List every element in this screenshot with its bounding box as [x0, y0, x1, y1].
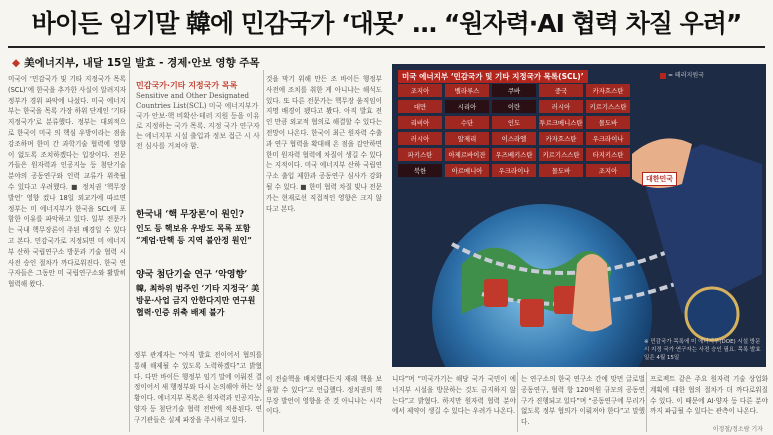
infographic: [392, 64, 766, 367]
country-cell: 타지키스탄: [586, 148, 630, 161]
infographic-title: 미국 에너지부 ‘민감국가 및 기타 지정국가 목록(SCL)’: [398, 70, 588, 83]
country-cell: 키르기스스탄: [586, 100, 630, 113]
country-cell: 중국: [539, 84, 583, 97]
country-cell: 이스라엘: [492, 132, 536, 145]
legend: [660, 70, 704, 79]
country-cell: 시리아: [445, 100, 489, 113]
headline: 바이든 임기말 韓에 민감국가 ‘대못’ … “원자력·AI 협력 차질 우려”: [31, 9, 742, 38]
country-cell: 벨라루스: [445, 84, 489, 97]
country-cell: 우크라이나: [586, 132, 630, 145]
korea-label: 대한민국: [642, 172, 677, 186]
glossary-box: [136, 80, 260, 151]
pullquote-1-title: 한국내 ‘핵 무장론’이 원인?: [136, 210, 244, 220]
column-divider: [646, 372, 647, 432]
country-cell: 북한: [398, 164, 442, 177]
legend-label: = 테러지원국: [668, 72, 704, 79]
country-cell: 대만: [398, 100, 442, 113]
country-grid: [398, 84, 630, 177]
body-column-5: 는 연구소의 한국 연구소 간에 맞먼 글로벌 공동연구, 협력 항 120억원 규모의 공동연구가 진행되고 있다”며 “공동연구에 무리가 없도록 정부 협의가 이뤄져야 한다”고 말했다.: [521, 375, 645, 427]
body-column-3: 것을 막기 위해 만든 조 바이든 행정부 사전에 조치를 취한 게 아니냐는 해석도 있다. 또 다른 전문가는 핵무장 움직임이 지명 배경이 됐다고 봤다. 아직 발효 전인 만큼 외교적 협의로 해결할 수 있다는 전망이 나온다. 한국이 최근 원자력 수출과 연구 협력을 확대해 온 점을 감안하면 한미 원자력 협력에 차질이 생길 수 있다는 지적이다. 미국 에너지부 산하 국립연구소 출입 제한과 공동연구 심사가 강화될 수 있다. ■ 한미 협력 차질 빚나 전문가는 현재로선 직접적인 영향은 크지 않다고 본다.: [266, 75, 382, 213]
doe-seal-icon: [686, 288, 738, 340]
country-cell: 리비아: [398, 116, 442, 129]
body-column-3b: 이 전술핵을 배치했다든지 재래 핵을 보유할 수 있다”고 언급했다. 정치권의 핵무장 발언이 영향을 준 것 아니냐는 시각이다.: [266, 375, 382, 416]
infographic-caption: ※ 민감국가 목록에 미 에너지부(DOE) 시설 방문 시 지정 국가 연구자는 사전 승인 필요. 목록 발효일은 4월 15일: [644, 339, 761, 361]
hand-icon: [572, 254, 612, 332]
padlock-nuclear-icon: [520, 299, 544, 327]
body-column-2: 정부 관계자는 “아직 발효 전이어서 협의를 통해 해제될 수 있도록 노력하겠다”고 밝혔다. 다만 바이든 행정부 임기 말에 이뤄진 결정이어서 새 행정부와 다시 논의해야 하는 상황이다. 에너지부 목록은 원자력과 인공지능, 양자 등 첨단기술 협력 전반에 적용된다. 연구기관들은 실제 파장을 주시하고 있다.: [134, 351, 262, 424]
glossary-title: [136, 80, 260, 91]
country-cell: 몰도바: [539, 164, 583, 177]
byline: 이정철/정소람 기자: [712, 426, 763, 433]
country-cell: 인도: [492, 116, 536, 129]
padlock-ai-icon: [484, 279, 508, 307]
glossary-title-text: 민감국가·기타 지정국가 목록: [136, 81, 238, 90]
body-column-1: 미국이 ‘민감국가 및 기타 지정국가 목록(SCL)’에 한국을 추가한 사실이 알려지자 정부가 경위 파악에 나섰다. 미국 에너지부는 한국을 목록 가장 하위 단계인 ‘기타 지정국가’로 분류했다. 정부는 대외적으로 한국이 미국 의 핵심 우방이라는 점을 강조하며 한미 간 과학기술 협력에 영향이 없도록 조치하겠다는 입장이다. 전문가들은 원자력과 인공지능 등 첨단기술 분야의 공동연구와 인력 교류가 위축될 수 있다고 우려했다. ■ 정치권 ‘핵무장 발언’ 영향 컸나 18일 외교가에 따르면 정부는 미 에너지부가 한국을 SCL에 포함한 이유를 파악하고 있다. 일부 전문가는 국내 핵무장론이 주된 배경일 수 있다고 본다. 민감국가로 지정되면 미 에너지부 산하 국립연구소 방문과 기술 협력 시 사전 승인 절차가 까다로워진다. 한국 연구자들은 그동안 미 국립연구소와 활발히 협력해 왔다.: [8, 75, 126, 289]
headline-rule: [8, 46, 765, 48]
subhead-text: 美에너지부, 내달 15일 발효 - 경제·안보 영향 주목: [24, 57, 260, 69]
pullquote-2: [136, 268, 260, 318]
bullet-icon: ◆: [12, 57, 21, 69]
subhead: [12, 55, 260, 70]
country-cell: 우즈베키스탄: [492, 148, 536, 161]
pullquote-2-title: 양국 첨단기술 연구 ‘악영향’: [136, 270, 248, 280]
legend-swatch: [660, 73, 666, 79]
country-cell: 쿠바: [492, 84, 536, 97]
country-cell: 러시아: [539, 100, 583, 113]
column-divider: [263, 70, 264, 432]
country-cell: 키르기스스탄: [539, 148, 583, 161]
country-cell: 조지아: [586, 164, 630, 177]
country-cell: 수단: [445, 116, 489, 129]
country-cell: 아르메니아: [445, 164, 489, 177]
pullquote-1: [136, 208, 260, 246]
country-cell: 러시아: [398, 132, 442, 145]
country-cell: 조지아: [398, 84, 442, 97]
country-cell: 몰도바: [586, 116, 630, 129]
country-cell: 알제리: [445, 132, 489, 145]
country-cell: 파키스탄: [398, 148, 442, 161]
body-column-4: 니다”며 “미국가기는 해당 국가 국민이 에너지부 시설을 방문하는 것도 금지하지 않는다”고 밝혔다. 하지만 원자력 협력 분야에서 제약이 생길 수 있다는 우려가 나온다.: [392, 375, 516, 416]
column-divider: [517, 372, 518, 432]
country-cell: 카자흐스탄: [586, 84, 630, 97]
country-cell: 아제르바이잔: [445, 148, 489, 161]
country-cell: 우크라이나: [492, 164, 536, 177]
pullquote-1-sub: 인도 등 핵보유 우방도 목록 포함 “계엄·탄핵 등 지역 불안정 원인”: [136, 223, 252, 245]
country-cell: 카자흐스탄: [539, 132, 583, 145]
country-cell: 투르크메니스탄: [539, 116, 583, 129]
pullquote-2-sub: 韓, 최하위 범주인 ‘기타 지정국’ 美 방문·사업 금지 안한다지만 연구원 협력·인증 위축 배제 불가: [136, 283, 260, 317]
glossary-text: Sensitive and Other Designated Countries List(SCL) 미국 에너지부가 국가 안보·핵 비확산·테러 지원 등을 이유로 지정하는 국가 목록. 지정 국가 연구자는 에너지부 시설 출입과 정보 접근 시 사전 심사를 거쳐야 함.: [136, 92, 260, 150]
body-column-6: 프로젝트 같은 주요 원자력 기술 상업화 계획에 대한 협의 절차가 더 까다로워질 수 있다. 이 때문에 AI·양자 등 다른 분야까지 파급될 수 있다는 관측이 나온다.: [650, 375, 768, 416]
column-divider: [129, 70, 130, 432]
country-cell: 이란: [492, 100, 536, 113]
